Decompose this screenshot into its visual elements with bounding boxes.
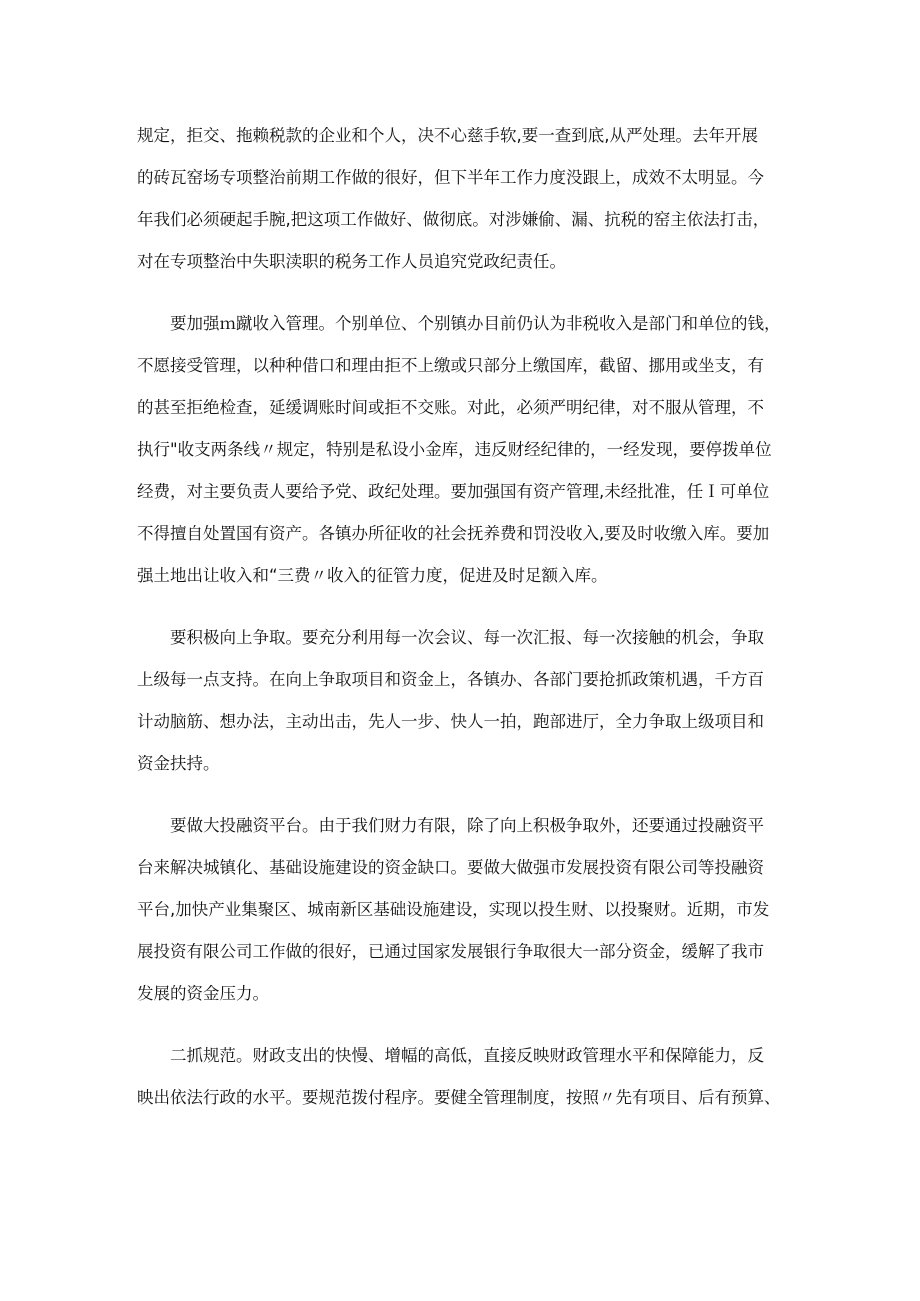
- text-line: 年我们必须硬起手腕,把这项工作做好、做彻底。对涉嫌偷、漏、抗税的窑主依法打击，: [137, 210, 770, 229]
- text-line: 要加强ｍ蹴收入管理。个别单位、个别镇办目前仍认为非税收入是部门和单位的钱，: [170, 314, 781, 333]
- paragraph-5: [137, 1035, 797, 1119]
- text-line: 平台,加快产业集聚区、城南新区基础设施建设，实现以投生财、以投聚财。近期，市发: [137, 900, 770, 919]
- text-line: 要做大投融资平台。由于我们财力有限，除了向上积极争取外，还要通过投融资平: [170, 816, 764, 835]
- text-line: 不得擅自处置国有资产。各镇办所征收的社会抚养费和罚没收入,要及时收缴入库。要加: [137, 524, 770, 543]
- paragraph-4: [137, 805, 797, 1015]
- text-line: 资金扶持。: [137, 754, 220, 773]
- text-line: 要积极向上争取。要充分利用每一次会议、每一次汇报、每一次接触的机会，争取: [170, 628, 764, 647]
- text-line: 发展的资金压力。: [137, 984, 269, 1003]
- text-line: 台来解决城镇化、基础设施建设的资金缺口。要做大做强市发展投资有限公司等投融资: [137, 858, 764, 877]
- text-line: 展投资有限公司工作做的很好，已通过国家发展银行争取很大一部分资金，缓解了我市: [137, 942, 764, 961]
- text-line: 二抓规范。财政支出的快慢、增幅的高低，直接反映财政管理水平和保障能力，反: [170, 1046, 764, 1065]
- text-line: 上级每一点支持。在向上争取项目和资金上，各镇办、各部门要抢抓政策机遇，千方百: [137, 670, 764, 689]
- text-line: 执行"收支两条线〃规定，特别是私设小金库，违反财经纪律的，一经发现，要停拨单位: [137, 440, 772, 459]
- text-line: 的甚至拒绝检查，延缓调账时间或拒不交账。对此，必须严明纪律，对不服从管理，不: [137, 398, 764, 417]
- text-line: 映出依法行政的水平。要规范拨付程序。要健全管理制度，按照〃先有项目、后有预算、: [137, 1088, 781, 1107]
- text-line: 计动脑筋、想办法，主动出击，先人一步、快人一拍，跑部进厅，全力争取上级项目和: [137, 712, 764, 731]
- paragraph-1: [137, 115, 797, 283]
- text-line: 不愿接受管理，以种种借口和理由拒不上缴或只部分上缴国库，截留、挪用或坐支，有: [137, 356, 764, 375]
- text-line: 的砖瓦窑场专项整治前期工作做的很好，但下半年工作力度没跟上，成效不太明显。今: [137, 168, 764, 187]
- document-body: [137, 115, 797, 1119]
- paragraph-3: [137, 617, 797, 785]
- text-line: 经费，对主要负责人要给予党、政纪处理。要加强国有资产管理,未经批准，任Ｉ可单位: [137, 482, 770, 501]
- text-line: 强土地出让收入和“三费〃收入的征管力度，促进及时足额入库。: [137, 566, 608, 585]
- text-line: 对在专项整治中失职渎职的税务工作人员追究党政纪责任。: [137, 252, 566, 271]
- paragraph-2: [137, 303, 797, 597]
- text-line: 规定，拒交、拖赖税款的企业和个人，决不心慈手软,要一查到底,从严处理。去年开展: [137, 126, 758, 145]
